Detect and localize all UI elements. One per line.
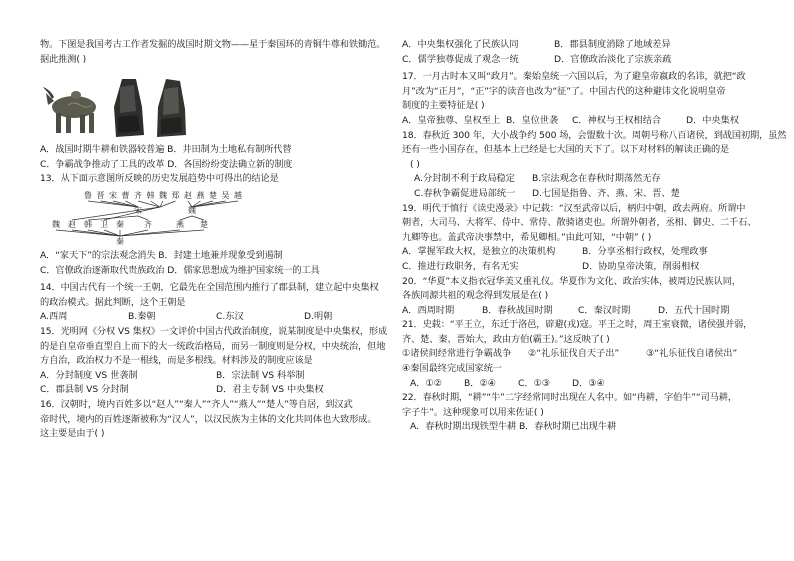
q20-option-a: A．西周时期	[402, 304, 455, 316]
diagram-connector	[104, 207, 160, 220]
q19-options-row-2	[402, 260, 762, 275]
right-column	[402, 38, 787, 435]
diagram-lower-state: 燕	[176, 219, 184, 229]
q19-options-row-1	[402, 245, 762, 260]
bronze-ox-zun-image	[42, 83, 104, 139]
q15-stem-line-1: 15．光明网《分权 VS 集权》一文评价中国古代政治制度，说某制度是中央集权，形成	[40, 325, 388, 337]
diagram-final-state: 秦	[116, 236, 124, 246]
diagram-lower-state: 秦	[116, 219, 124, 229]
q16-options-row-1	[402, 38, 762, 53]
q17-option-c: C．神权与王权相结合	[572, 114, 662, 126]
q21-option-c: C．①③	[518, 377, 551, 389]
diagram-top-state: 燕	[196, 190, 205, 200]
diagram-lower-state: 卫	[100, 219, 108, 229]
diagram-lower-state: 魏	[52, 219, 60, 229]
q18-option-b: B.宗法观念在春秋时期荡然无存	[532, 173, 661, 185]
q20-options	[402, 304, 762, 319]
q19-option-c: C．推进行政职务，有名无实	[402, 260, 519, 272]
diagram-top-state: 晋	[96, 190, 105, 200]
q20-option-c: C．秦汉时期	[578, 304, 631, 316]
diagram-top-state: 鲁	[84, 190, 92, 200]
q20-option-d: D．五代十国时期	[658, 304, 730, 316]
diagram-connector	[151, 201, 161, 207]
q21-item-3: ③“礼乐征伐自诸侯出”	[646, 348, 738, 360]
q17-option-d: D．中央集权	[686, 114, 740, 126]
q15-options-row-1	[40, 369, 390, 384]
q19-stem-line-2: 朝者，大司马、大将军、侍中、常侍、散骑诸吏也。所谓外朝者，丞相、御史、二千石、	[402, 217, 757, 229]
diagram-top-state: 宋	[109, 190, 117, 200]
q18-stem-line-1: 18．春秋近 300 年，大小战争约 500 场，会盟数十次。周朝号称八百诸侯，到战国初期，虽然	[402, 129, 787, 141]
q17-stem-line-2: 月”改为“正月”，“正”字的读音也改为“征”了。中国古代的这种避讳文化说明皇帝	[402, 85, 726, 97]
q16-option-a: A．中央集权强化了民族认同	[402, 39, 519, 50]
q21-options	[402, 377, 762, 392]
q21-stem-line-2: 齐、楚、秦、晋始大，政由方伯(霸王)。”这反映了( )	[402, 333, 610, 345]
q15-stem-line-2: 的是自皇帝垂直型自上而下的大一统政治格局，而另一制度则是分权，中央统治，但地	[40, 340, 386, 352]
diagram-lower-state: 韩	[84, 219, 92, 229]
diagram-lower-state: 楚	[200, 219, 208, 229]
q15-stem-line-3: 方自治，政治权力不是一根线，而是多根线。材料涉及的制度应该是	[40, 355, 313, 367]
diagram-top-state: 越	[234, 190, 242, 200]
q12-option-line-1: A．战国时期牛耕和铁器较普遍 B．井田制为土地私有制所代替	[40, 144, 292, 156]
diagram-mid-state: 宋	[134, 205, 142, 215]
q13-stem: 13．从下面示意图所反映的历史发展趋势中可得出的结论是	[40, 173, 279, 185]
q14-stem-line-1: 14．中国古代有一个统一王朝，它最先在全国范围内推行了郡县制，建立起中央集权	[40, 282, 379, 294]
q21-items-row-2	[402, 362, 762, 377]
q18-option-c: C.春秋争霸促进局部统一	[414, 187, 516, 199]
q19-stem-line-1: 19．明代于慎行《读史漫录》中记载：“汉至武帝以后，柄归中朝，政去两府。所谓中	[402, 202, 746, 214]
left-column	[40, 38, 390, 442]
diagram-connector	[88, 230, 120, 236]
q21-stem-line-1: 21．史载：“平王立，东迁于洛邑，辟避(戎)寇。平王之时，周王室衰微，诸侯强并弱，	[402, 319, 753, 331]
q20-option-b: B．春秋战国时期	[482, 304, 553, 316]
iron-hoe-mold-image-2	[154, 77, 188, 139]
diagram-top-state: 赵	[184, 190, 192, 200]
q16-stem-line-1: 16．汉朝时，境内百姓多以“赵人”“秦人”“齐人”“燕人”“楚人”等自居，到汉武	[40, 398, 353, 410]
diagram-top-state: 曹	[121, 190, 130, 200]
q16-stem-line-2: 帝时代，境内的百姓逐渐被称为“汉人”，以汉民族为主体的文化共同体也大致形成。	[40, 413, 377, 425]
q15-option-c: C．郡县制 VS 分封制	[40, 384, 129, 396]
q18-option-d: D.七国是指鲁、齐、燕、宋、晋、楚	[532, 187, 680, 199]
diagram-mid-state: 魏	[188, 205, 196, 215]
q22-options: A．春秋时期出现铁型牛耕 B．春秋时期已出现牛耕	[410, 421, 617, 433]
q19-option-d: D．协助皇帝决策，削弱相权	[582, 260, 700, 272]
q12-stem-line-1: 物。下图是我国考古工作者发掘的战国时期文物——星于秦国环的青铜牛尊和铁锄范。	[40, 39, 386, 50]
q19-stem-line-3: 九卿等也。盖武帝决事禁中，希见卿相。”由此可知，“中朝” ( )	[402, 231, 652, 243]
q14-option-b: B.秦朝	[128, 311, 156, 323]
diagram-top-state: 吴	[221, 190, 230, 200]
q18-option-a: A.分封制不利于政局稳定	[414, 173, 515, 185]
q16-option-d: D．官僚政治淡化了宗族亲疏	[554, 53, 672, 65]
q16-option-c: C．儒学独尊促成了观念一统	[402, 53, 519, 65]
q18-options-row-2	[402, 187, 762, 202]
state-merger-diagram	[40, 189, 380, 247]
q19-option-b: B．分享丞相行政权，处理政事	[582, 246, 708, 258]
q13-option-line-1: A．“家天下”的宗法观念消失 B．封建土地兼并现象受到遏制	[40, 249, 283, 261]
q13-option-line-2: C．官僚政治逐渐取代贵族政治 D．儒家思想成为维护国家统一的工具	[40, 264, 320, 276]
q20-stem-line-1: 20．“华夏”本义指衣冠华美又重礼仪。华夏作为文化、政治实体，被周边民族认同，	[402, 275, 741, 287]
q14-options	[40, 310, 390, 325]
q17-options	[402, 114, 762, 129]
q15-option-b: B．宗法制 VS 科举制	[216, 369, 305, 381]
q20-stem-line-2: 各族同源共祖的观念得到发展是在( )	[402, 290, 549, 302]
q18-options-row-1	[402, 172, 762, 187]
q14-stem-line-2: 的政治模式。据此判断，这个王朝是	[40, 296, 186, 308]
q14-option-a: A.西周	[40, 311, 68, 323]
q17-option-b: B．皇位世袭	[506, 114, 559, 126]
q16-options-row-2	[402, 53, 762, 68]
q21-item-2: ②“礼乐征伐自天子出”	[528, 348, 620, 360]
diagram-lower-state: 赵	[68, 219, 76, 229]
q21-items-row-1	[402, 347, 762, 362]
q21-option-b: B．②④	[464, 377, 496, 389]
q15-options-row-2	[40, 383, 390, 398]
q21-option-a: A．①②	[410, 377, 442, 389]
diagram-top-state: 魏	[159, 190, 167, 200]
q21-option-d: D．③④	[572, 377, 605, 389]
q15-option-d: D．君主专制 VS 中央集权	[216, 384, 324, 396]
diagram-top-state: 郑	[171, 190, 180, 200]
q14-option-c: C.东汉	[216, 311, 244, 323]
diagram-lower-state: 齐	[144, 219, 152, 229]
q15-option-a: A．分封制度 VS 世袭制	[40, 369, 138, 381]
q17-stem-line-3: 制度的主要特征是( )	[402, 100, 485, 112]
q21-item-1: ①诸侯间经常进行争霸战争	[402, 348, 512, 360]
q17-stem-line-1: 17．一月古时本又叫“政月”。秦始皇统一六国以后，为了避皇帝嬴政的名讳，就把“政	[402, 71, 746, 83]
q18-stem-line-2: 还有一些小国存在，但基本上已经是七大国的天下了。以下对材料的解读正确的是	[402, 144, 730, 156]
q12-option-line-2: C．争霸战争推动了工具的改革 D．各国纷纷变法确立新的制度	[40, 158, 293, 170]
q16-stem-line-3: 这主要是由于( )	[40, 428, 105, 440]
q18-stem-line-3: ( )	[410, 158, 420, 170]
q21-item-4: ④秦国最终完成国家统一	[402, 363, 503, 375]
q22-stem-line-2: 字子牛”。这种现象可以用来佐证( )	[402, 406, 544, 418]
q14-option-d: D.明朝	[304, 311, 333, 323]
diagram-top-state: 齐	[134, 190, 142, 200]
artifact-images	[42, 69, 390, 139]
q12-stem-line-2: 据此推测( )	[40, 53, 87, 65]
q19-option-a: A．掌握军政大权，是独立的决策机构	[402, 246, 556, 258]
q16-option-b: B．郡县制度消除了地域差异	[554, 39, 671, 50]
diagram-top-state: 韩	[146, 190, 155, 200]
iron-hoe-mold-image	[112, 77, 146, 139]
diagram-top-state: 楚	[209, 190, 217, 200]
q22-stem-line-1: 22．春秋时期，“耕”“牛”二字经常同时出现在人名中。如“冉耕，字伯牛”“司马耕，	[402, 392, 737, 404]
q17-option-a: A．皇帝独尊、皇权至上	[402, 114, 501, 126]
